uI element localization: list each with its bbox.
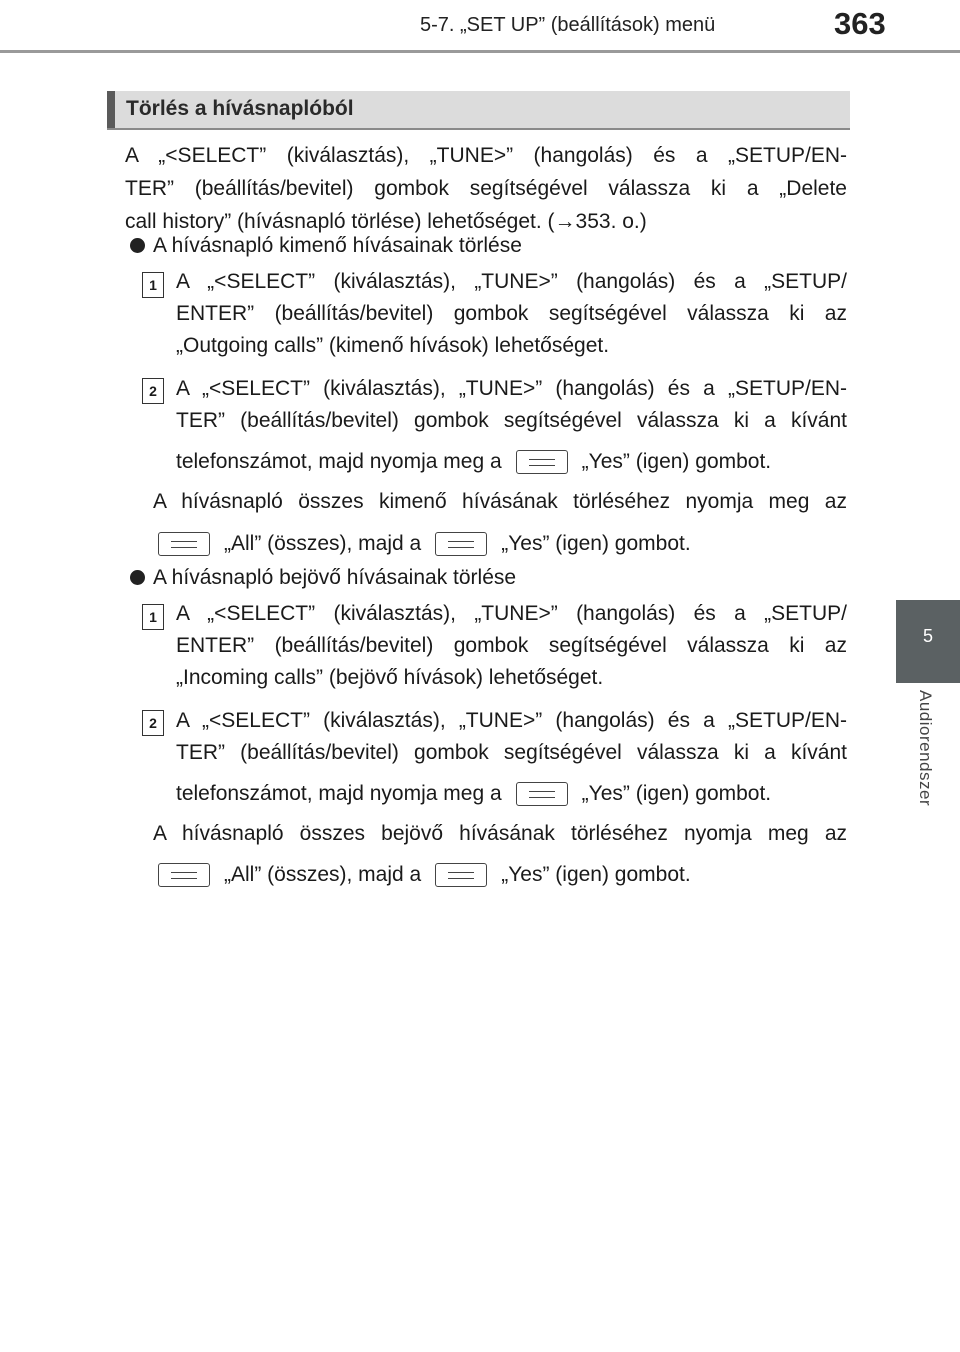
incoming-all-yes-text: „Yes” (igen) gombot.: [501, 863, 691, 886]
chapter-number: 5: [922, 626, 933, 646]
outgoing-step1-line-3: „Outgoing calls” (kimenő hívások) lehetőséget.: [176, 334, 610, 357]
header-section-title: 5-7. „SET UP” (beállítások) menü: [420, 14, 716, 36]
chapter-tab: [896, 600, 960, 683]
section-bar-accent: [107, 91, 115, 128]
section-title-bar: [107, 91, 850, 128]
section-title: Törlés a hívásnaplóból: [126, 97, 354, 120]
intro-line-2: TER” (beállítás/bevitel) gombok segítségével válassza ki a „Delete: [125, 177, 847, 200]
incoming-step1-line-3: „Incoming calls” (bejövő hívások) lehetőséget.: [176, 666, 604, 689]
outgoing-heading-text: A hívásnapló kimenő hívásainak törlése: [153, 234, 522, 257]
equals-button-icon: [158, 532, 210, 556]
incoming-step2-line-3: [176, 777, 771, 811]
equals-button-icon: [516, 782, 568, 806]
outgoing-heading: [130, 229, 522, 263]
section-divider: [107, 128, 850, 130]
outgoing-step2-line-3: [176, 445, 771, 479]
outgoing-all-text: „All” (összes), majd a: [224, 532, 422, 555]
intro-line-3: call history” (hívásnapló törlése) lehetőséget. (→353. o.): [125, 210, 647, 233]
equals-button-icon: [435, 863, 487, 887]
incoming-all-text: „All” (összes), majd a: [224, 863, 422, 886]
outgoing-step1-line-2: ENTER” (beállítás/bevitel) gombok segítségével válassza ki az: [176, 302, 847, 325]
outgoing-step2-line-1: A „<SELECT” (kiválasztás), „TUNE>” (hangolás) és a „SETUP/EN-: [176, 377, 847, 400]
bullet-dot-icon: [130, 570, 145, 585]
outgoing-step2-yes-text: „Yes” (igen) gombot.: [581, 450, 772, 473]
incoming-step1-line-1: A „<SELECT” (kiválasztás), „TUNE>” (hangolás) és a „SETUP/: [176, 602, 847, 625]
step-number-badge: 2: [142, 378, 164, 404]
intro-line-1: A „<SELECT” (kiválasztás), „TUNE>” (hangolás) és a „SETUP/EN-: [125, 144, 847, 167]
step-number-badge: 2: [142, 710, 164, 736]
incoming-all-line-1: A hívásnapló összes bejövő hívásának törléséhez nyomja meg az: [153, 822, 847, 845]
chapter-label: Audiorendszer: [916, 690, 935, 807]
outgoing-step1-line-1: A „<SELECT” (kiválasztás), „TUNE>” (hangolás) és a „SETUP/: [176, 270, 847, 293]
incoming-step2-yes-text: „Yes” (igen) gombot.: [581, 782, 772, 805]
incoming-all-line-2: [158, 858, 691, 892]
equals-button-icon: [435, 532, 487, 556]
incoming-step2-line-3-text: telefonszámot, majd nyomja meg a: [176, 782, 502, 805]
outgoing-step2-line-2: TER” (beállítás/bevitel) gombok segítségével válassza ki a kívánt: [176, 409, 847, 432]
bullet-dot-icon: [130, 238, 145, 253]
step-number-badge: 1: [142, 604, 164, 630]
incoming-step2-line-2: TER” (beállítás/bevitel) gombok segítségével válassza ki a kívánt: [176, 741, 847, 764]
header-divider: [0, 50, 960, 53]
incoming-heading: [130, 561, 516, 595]
page-number: 363: [834, 6, 886, 41]
equals-button-icon: [516, 450, 568, 474]
outgoing-all-yes-text: „Yes” (igen) gombot.: [501, 532, 691, 555]
incoming-heading-text: A hívásnapló bejövő hívásainak törlése: [153, 566, 517, 589]
equals-button-icon: [158, 863, 210, 887]
step-number-badge: 1: [142, 272, 164, 298]
incoming-step2-line-1: A „<SELECT” (kiválasztás), „TUNE>” (hangolás) és a „SETUP/EN-: [176, 709, 847, 732]
outgoing-all-line-1: A hívásnapló összes kimenő hívásának törléséhez nyomja meg az: [153, 490, 847, 513]
outgoing-step2-line-3-text: telefonszámot, majd nyomja meg a: [176, 450, 502, 473]
outgoing-all-line-2: [158, 527, 691, 561]
incoming-step1-line-2: ENTER” (beállítás/bevitel) gombok segítségével válassza ki az: [176, 634, 847, 657]
